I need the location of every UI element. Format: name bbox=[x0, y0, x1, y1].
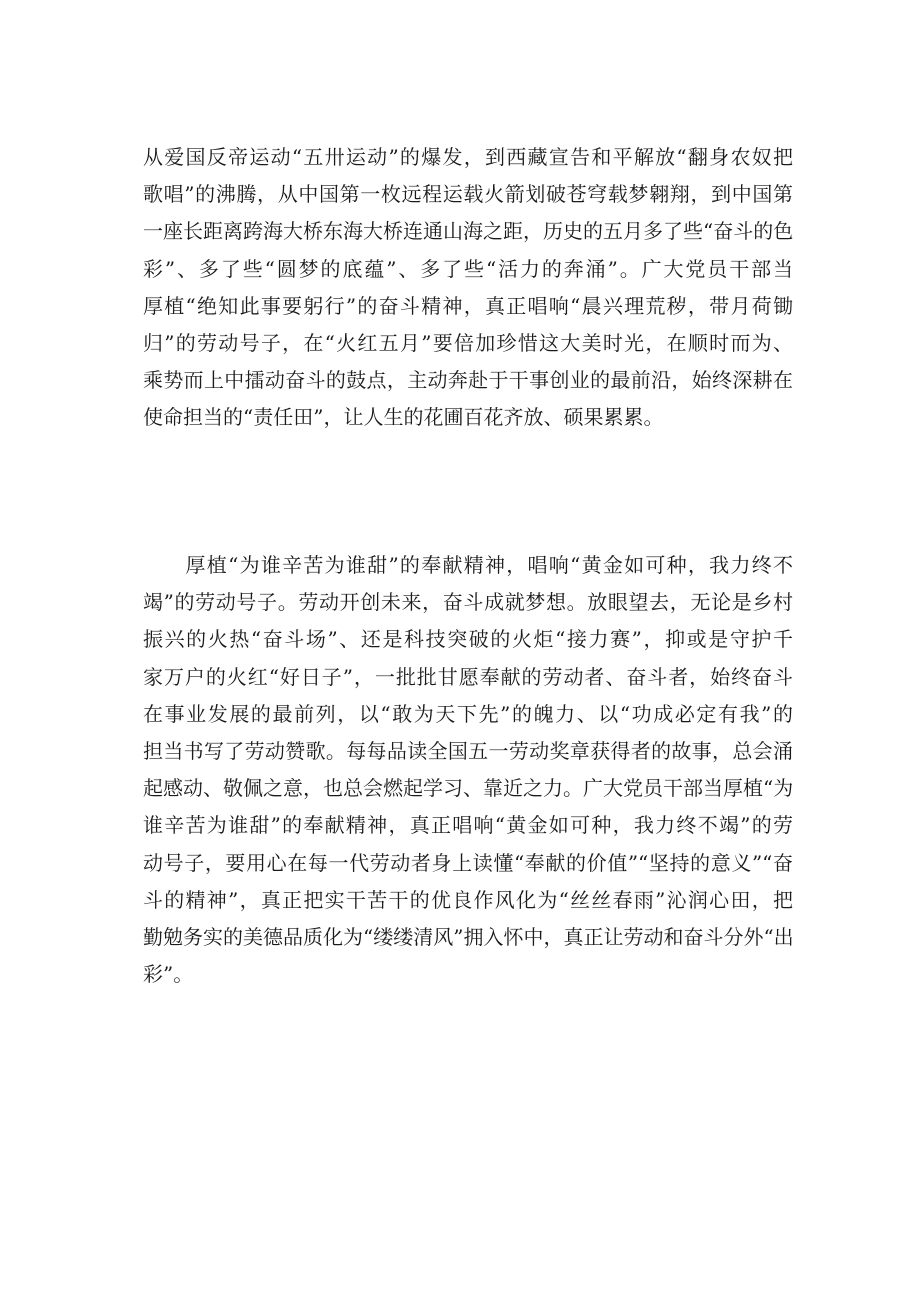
paragraph-line: 家万户的火红“好日子”，一批批甘愿奉献的劳动者、奋斗者，始终奋斗 bbox=[143, 664, 793, 689]
paragraph-line: 竭”的劳动号子。劳动开创未来，奋斗成就梦想。放眼望去，无论是乡村 bbox=[143, 590, 793, 615]
paragraph-line: 动号子，要用心在每一代劳动者身上读懂“奉献的价值”“坚持的意义”“奋 bbox=[143, 850, 793, 875]
paragraph-line: 起感动、敬佩之意，也总会燃起学习、靠近之力。广大党员干部当厚植“为 bbox=[143, 776, 794, 801]
paragraph-1 bbox=[143, 139, 793, 437]
paragraph-line: 归”的劳动号子，在“火红五月”要倍加珍惜这大美时光，在顺时而为、 bbox=[143, 330, 793, 355]
paragraph-line: 从爱国反帝运动“五卅运动”的爆发，到西藏宣告和平解放“翻身农奴把 bbox=[143, 145, 793, 169]
paragraph-line: 歌唱”的沸腾，从中国第一枚远程运载火箭划破苍穹载梦翱翔，到中国第 bbox=[143, 182, 793, 207]
paragraph-line: 勤勉务实的美德品质化为“缕缕清风”拥入怀中，真正让劳动和奋斗分外“出 bbox=[143, 924, 794, 949]
paragraph-line: 使命担当的“责任田”，让人生的花圃百花齐放、硕果累累。 bbox=[143, 405, 664, 430]
paragraph-line: 谁辛苦为谁甜”的奉献精神，真正唱响“黄金如可种，我力终不竭”的劳 bbox=[143, 813, 793, 838]
paragraph-line: 一座长距离跨海大桥东海大桥连通山海之距，历史的五月多了些“奋斗的色 bbox=[143, 219, 794, 244]
paragraph-line: 担当书写了劳动赞歌。每每品读全国五一劳动奖章获得者的故事，总会涌 bbox=[143, 738, 793, 763]
paragraph-line: 彩”。 bbox=[143, 962, 194, 987]
paragraph-line: 乘势而上中擂动奋斗的鼓点，主动奔赴于干事创业的最前沿，始终深耕在 bbox=[143, 368, 793, 393]
paragraph-line: 斗的精神”，真正把实干苦干的优良作风化为“丝丝春雨”沁润心田，把 bbox=[143, 887, 793, 912]
paragraph-line: 振兴的火热“奋斗场”、还是科技突破的火炬“接力赛”，抑或是守护千 bbox=[143, 627, 793, 652]
paragraph-line: 厚植“绝知此事要躬行”的奋斗精神，真正唱响“晨兴理荒秽，带月荷锄 bbox=[143, 293, 793, 318]
paragraph-line: 彩”、多了些“圆梦的底蕴”、多了些“活力的奔涌”。广大党员干部当 bbox=[143, 256, 793, 281]
paragraph-line: 在事业发展的最前列，以“敢为天下先”的魄力、以“功成必定有我”的 bbox=[143, 701, 793, 726]
paragraph-line: 厚植“为谁辛苦为谁甜”的奉献精神，唱响“黄金如可种，我力终不 bbox=[143, 553, 793, 577]
paragraph-2 bbox=[143, 547, 793, 993]
